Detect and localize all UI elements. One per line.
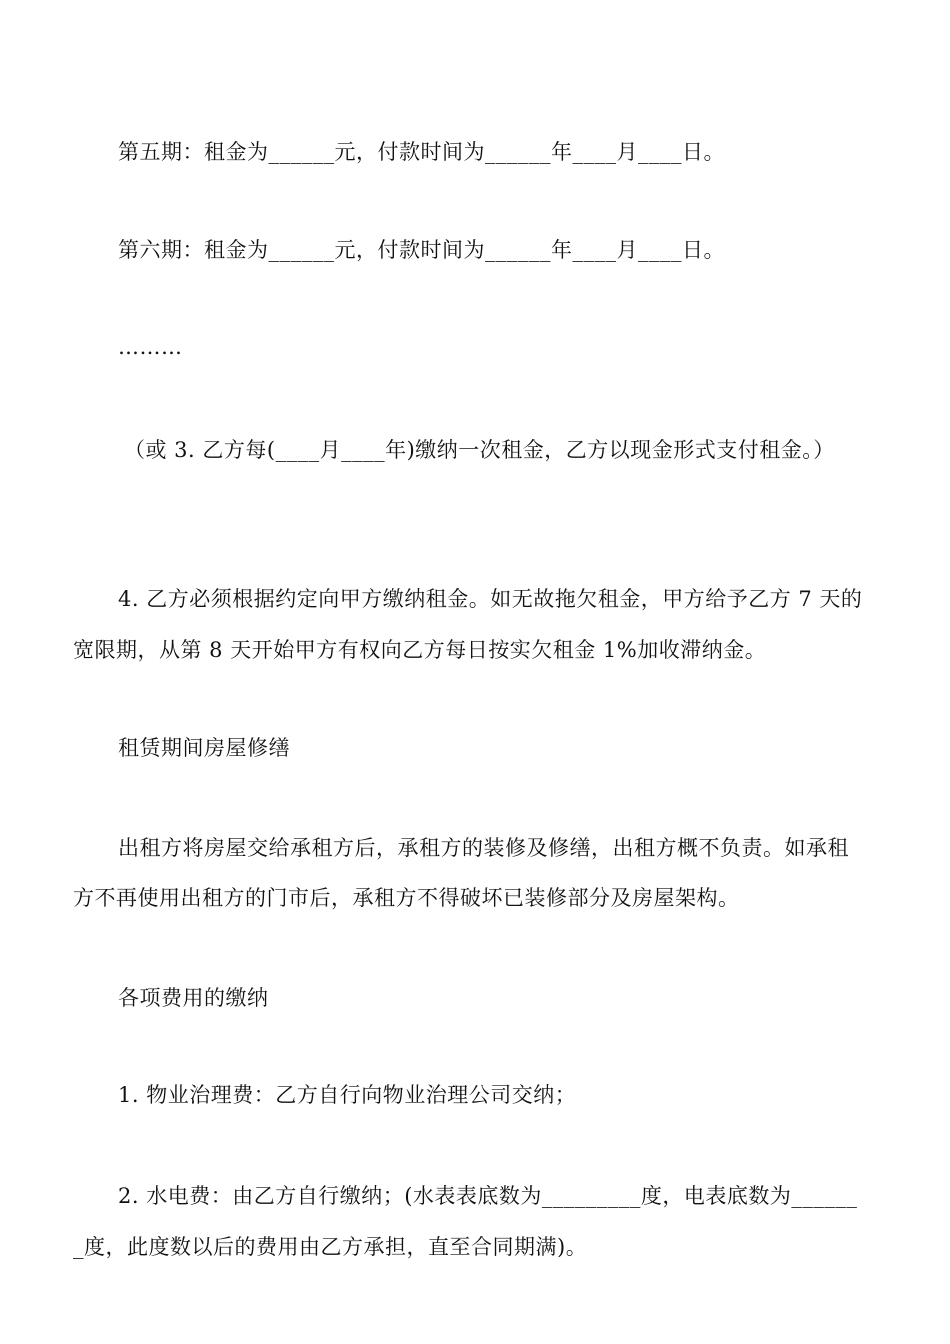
repairs-paragraph-line-2: 方不再使用出租方的门市后，承租方不得破坏已装修部分及房屋架构。	[73, 886, 740, 910]
payment-period-5: 第五期：租金为______元，付款时间为______年____月____日。	[118, 140, 725, 164]
repairs-paragraph-line-1: 出租方将房屋交给承租方后，承租方的装修及修缮，出租方概不负责。如承租	[118, 836, 849, 860]
fee-item-1: 1. 物业治理费：乙方自行向物业治理公司交纳；	[118, 1083, 577, 1107]
fee-item-2-line-2: _度，此度数以后的费用由乙方承担，直至合同期满)。	[73, 1235, 588, 1259]
section-heading-fees: 各项费用的缴纳	[118, 986, 269, 1010]
payment-period-6: 第六期：租金为______元，付款时间为______年____月____日。	[118, 238, 725, 262]
clause-4-line-2: 宽限期，从第 8 天开始甲方有权向乙方每日按实欠租金 1%加收滞纳金。	[73, 638, 767, 662]
clause-4-line-1: 4. 乙方必须根据约定向甲方缴纳租金。如无故拖欠租金，甲方给予乙方 7 天的	[118, 587, 863, 611]
section-heading-repairs: 租赁期间房屋修缮	[118, 736, 290, 760]
fee-item-2-line-1: 2. 水电费：由乙方自行缴纳；(水表表底数为_________度，电表底数为______	[118, 1184, 858, 1208]
alternative-clause-3: （或 3. 乙方每(____月____年)缴纳一次租金，乙方以现金形式支付租金。）	[124, 438, 835, 462]
ellipsis: ………	[118, 335, 183, 359]
